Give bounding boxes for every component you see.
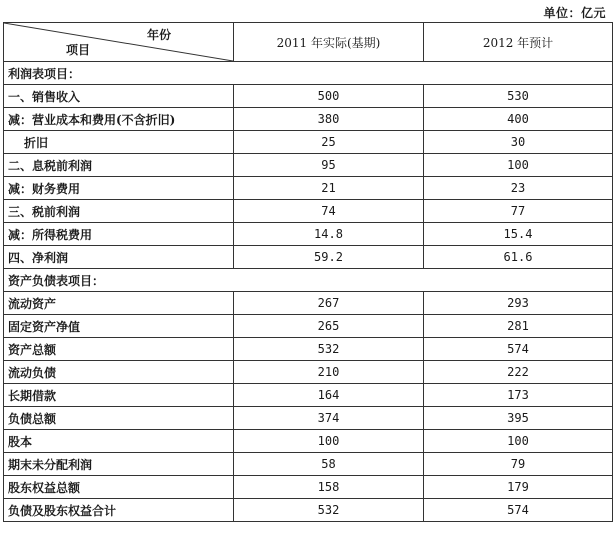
value-2012: 100 — [424, 430, 613, 453]
value-2011: 14.8 — [234, 223, 424, 246]
value-2012: 179 — [424, 476, 613, 499]
row-label: 流动负债 — [4, 361, 234, 384]
table-row — [4, 315, 613, 338]
value-2011: 100 — [234, 430, 424, 453]
table-row — [4, 430, 613, 453]
value-2012: 30 — [424, 131, 613, 154]
table-row — [4, 223, 613, 246]
table-row — [4, 131, 613, 154]
section-label: 利润表项目： — [4, 62, 613, 85]
diagonal-line — [4, 23, 233, 61]
value-2012: 400 — [424, 108, 613, 131]
row-label: 股本 — [4, 430, 234, 453]
table-row — [4, 361, 613, 384]
table-row — [4, 200, 613, 223]
table-header-row — [4, 23, 613, 62]
value-2011: 500 — [234, 85, 424, 108]
table-row — [4, 499, 613, 522]
value-2012: 173 — [424, 384, 613, 407]
value-2012: 395 — [424, 407, 613, 430]
header-year-label: 年份 — [146, 28, 171, 42]
value-2012: 61.6 — [424, 246, 613, 269]
column-header-2011: 2011 年实际(基期) — [234, 23, 424, 62]
value-2011: 267 — [234, 292, 424, 315]
row-label: 减：财务费用 — [4, 177, 234, 200]
table-row — [4, 384, 613, 407]
financial-table — [3, 22, 613, 522]
row-label: 负债及股东权益合计 — [4, 499, 234, 522]
table-row — [4, 476, 613, 499]
column-header-2012: 2012 年预计 — [424, 23, 613, 62]
table-row — [4, 246, 613, 269]
value-2011: 59.2 — [234, 246, 424, 269]
value-2011: 210 — [234, 361, 424, 384]
value-2012: 574 — [424, 499, 613, 522]
value-2011: 265 — [234, 315, 424, 338]
row-label: 一、销售收入 — [4, 85, 234, 108]
row-label: 期末未分配利润 — [4, 453, 234, 476]
value-2011: 21 — [234, 177, 424, 200]
section-row — [4, 62, 613, 85]
table-row — [4, 453, 613, 476]
value-2011: 380 — [234, 108, 424, 131]
row-label: 股东权益总额 — [4, 476, 234, 499]
value-2011: 374 — [234, 407, 424, 430]
value-2012: 293 — [424, 292, 613, 315]
row-label: 二、息税前利润 — [4, 154, 234, 177]
header-item-label: 项目 — [66, 43, 91, 57]
row-label: 长期借款 — [4, 384, 234, 407]
value-2012: 15.4 — [424, 223, 613, 246]
value-2011: 58 — [234, 453, 424, 476]
table-row — [4, 177, 613, 200]
table-row — [4, 292, 613, 315]
row-label: 固定资产净值 — [4, 315, 234, 338]
value-2011: 532 — [234, 499, 424, 522]
row-label: 减：营业成本和费用(不含折旧) — [4, 108, 234, 131]
value-2011: 164 — [234, 384, 424, 407]
value-2012: 100 — [424, 154, 613, 177]
diagonal-header-cell — [4, 23, 234, 62]
row-label: 折旧 — [4, 131, 234, 154]
row-label: 三、税前利润 — [4, 200, 234, 223]
row-label: 负债总额 — [4, 407, 234, 430]
value-2012: 79 — [424, 453, 613, 476]
value-2011: 532 — [234, 338, 424, 361]
value-2011: 74 — [234, 200, 424, 223]
value-2012: 77 — [424, 200, 613, 223]
value-2012: 222 — [424, 361, 613, 384]
section-row — [4, 269, 613, 292]
row-label: 减：所得税费用 — [4, 223, 234, 246]
value-2011: 95 — [234, 154, 424, 177]
value-2012: 530 — [424, 85, 613, 108]
value-2012: 281 — [424, 315, 613, 338]
table-row — [4, 154, 613, 177]
row-label: 四、净利润 — [4, 246, 234, 269]
table-row — [4, 338, 613, 361]
section-label: 资产负债表项目： — [4, 269, 613, 292]
row-label: 资产总额 — [4, 338, 234, 361]
value-2011: 25 — [234, 131, 424, 154]
value-2012: 23 — [424, 177, 613, 200]
table-row — [4, 407, 613, 430]
table-body — [4, 62, 613, 522]
table-row — [4, 108, 613, 131]
unit-label: 单位：亿元 — [543, 6, 606, 20]
row-label: 流动资产 — [4, 292, 234, 315]
table-row — [4, 85, 613, 108]
value-2011: 158 — [234, 476, 424, 499]
value-2012: 574 — [424, 338, 613, 361]
